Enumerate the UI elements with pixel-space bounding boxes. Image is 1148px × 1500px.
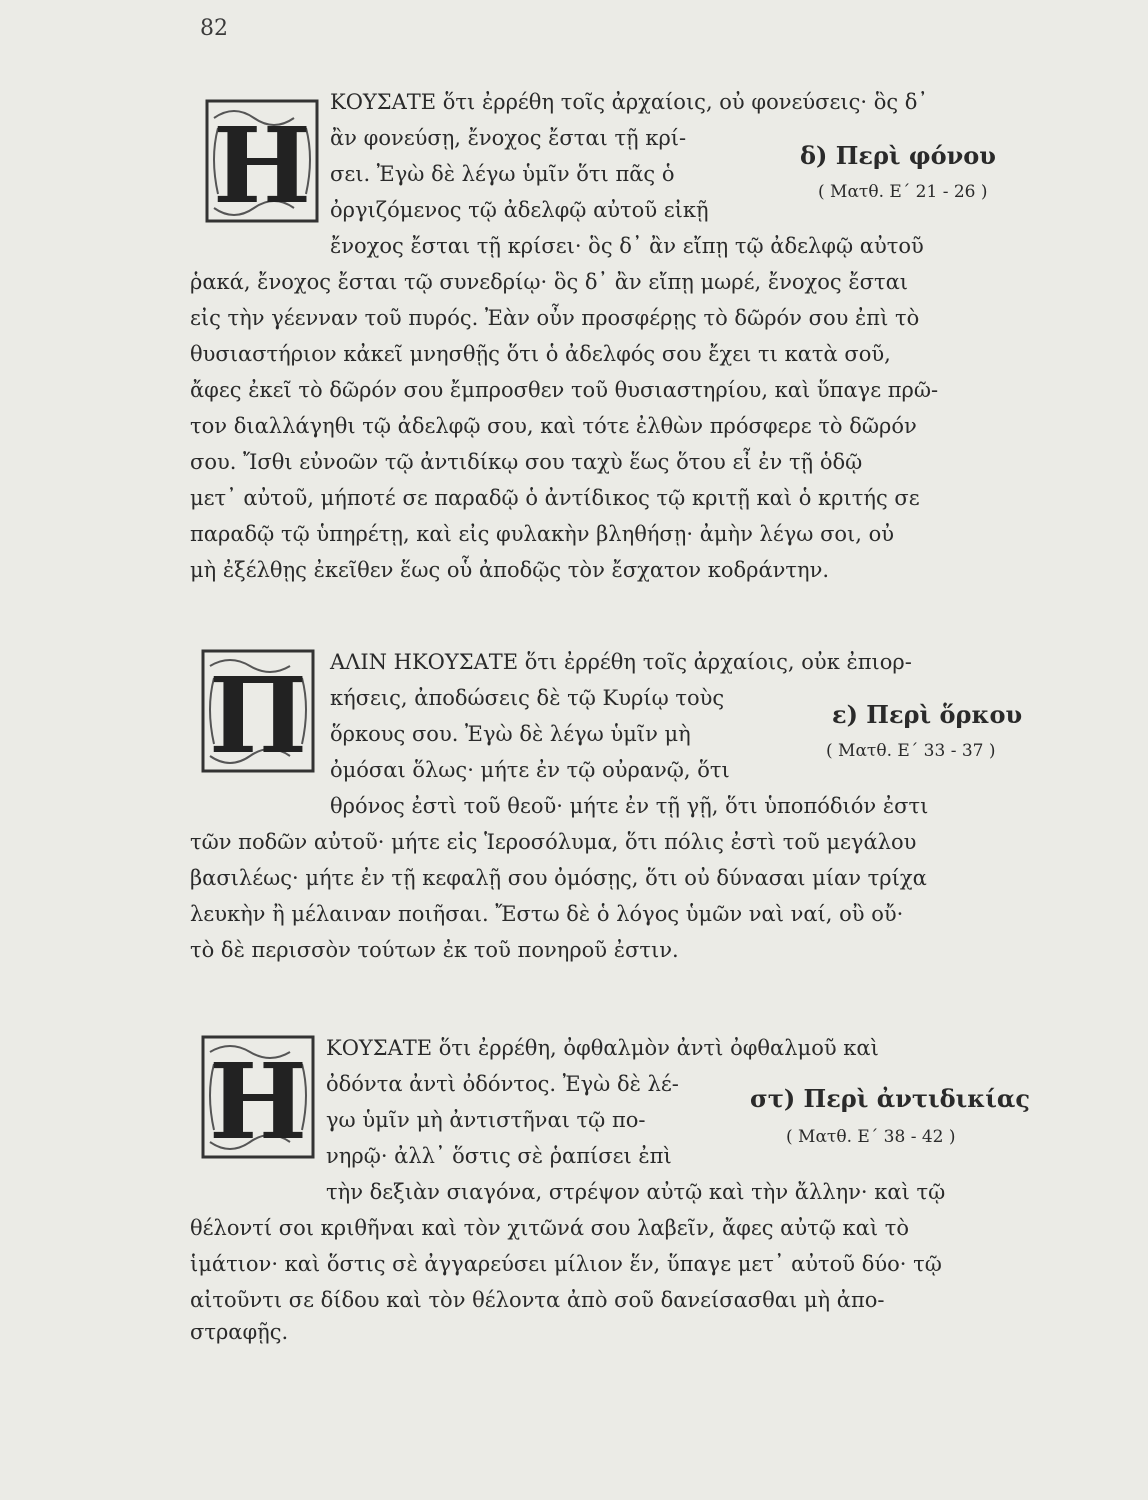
text-line: βασιλέως· μήτε ἐν τῇ κεφαλῇ σου ὀμόσῃς, ὅτι οὐ δύνασαι μίαν τρίχα: [190, 866, 927, 890]
text-line: λευκὴν ἢ μέλαιναν ποιῆσαι. Ἔστω δὲ ὁ λόγος ὑμῶν ναὶ ναί, οὒ οὔ·: [190, 902, 904, 926]
text-line: ῥακά, ἔνοχος ἔσται τῷ συνεδρίῳ· ὃς δ᾽ ἂν εἴπῃ μωρέ, ἔνοχος ἔσται: [190, 270, 908, 294]
text-line: τὸ δὲ περισσὸν τούτων ἐκ τοῦ πονηροῦ ἐστιν.: [190, 938, 679, 962]
text-line: ὀδόντα ἀντὶ ὀδόντος. Ἐγὼ δὲ λέ-: [326, 1072, 679, 1096]
text-line: ὅρκους σου. Ἐγὼ δὲ λέγω ὑμῖν μὴ: [330, 722, 691, 746]
text-line: εἰς τὴν γέενναν τοῦ πυρός. Ἐὰν οὖν προσφέρῃς τὸ δῶρόν σου ἐπὶ τὸ: [190, 306, 920, 330]
text-line: ΚΟΥΣΑΤΕ ὅτι ἐρρέθη, ὀφθαλμὸν ἀντὶ ὀφθαλμοῦ καὶ: [326, 1036, 879, 1060]
text-line: γω ὑμῖν μὴ ἀντιστῆναι τῷ πο-: [326, 1108, 646, 1132]
text-line: τῶν ποδῶν αὐτοῦ· μήτε εἰς Ἱεροσόλυμα, ὅτι πόλις ἐστὶ τοῦ μεγάλου: [190, 830, 917, 854]
text-line: αἰτοῦντι σε δίδου καὶ τὸν θέλοντα ἀπὸ σοῦ δανείσασθαι μὴ ἀπο-: [190, 1288, 885, 1312]
text-line: ἱμάτιον· καὶ ὅστις σὲ ἀγγαρεύσει μίλιον ἕν, ὕπαγε μετ᾽ αὐτοῦ δύο· τῷ: [190, 1252, 942, 1276]
ornate-initial-pi-icon: [200, 648, 316, 774]
text-line: σου. Ἴσθι εὐνοῶν τῷ ἀντιδίκῳ σου ταχὺ ἕως ὅτου εἶ ἐν τῇ ὁδῷ: [190, 450, 863, 474]
text-line: ὀμόσαι ὅλως· μήτε ἐν τῷ οὐρανῷ, ὅτι: [330, 758, 730, 782]
text-line: κήσεις, ἀποδώσεις δὲ τῷ Κυρίῳ τοὺς: [330, 686, 725, 710]
section-reference: ( Ματθ. Ε΄ 21 - 26 ): [818, 182, 988, 202]
section-title: ε) Περὶ ὅρκου: [832, 700, 1023, 729]
ornate-initial-eta-icon: [204, 98, 320, 224]
text-line: θυσιαστήριον κἀκεῖ μνησθῇς ὅτι ὁ ἀδελφός σου ἔχει τι κατὰ σοῦ,: [190, 342, 891, 366]
text-line: τὴν δεξιὰν σιαγόνα, στρέψον αὐτῷ καὶ τὴν ἄλλην· καὶ τῷ: [326, 1180, 946, 1204]
section-reference: ( Ματθ. Ε΄ 33 - 37 ): [826, 741, 996, 761]
text-line: νηρῷ· ἀλλ᾽ ὅστις σὲ ῥαπίσει ἐπὶ: [326, 1144, 672, 1168]
text-line: μὴ ἐξέλθῃς ἐκεῖθεν ἕως οὗ ἀποδῷς τὸν ἔσχατον κοδράντην.: [190, 558, 830, 582]
page-number: 82: [200, 16, 228, 41]
text-line: στραφῇς.: [190, 1320, 289, 1344]
svg-text:Π: Π: [208, 654, 308, 774]
text-line: ΚΟΥΣΑΤΕ ὅτι ἐρρέθη τοῖς ἀρχαίοις, οὐ φονεύσεις· ὃς δ᾽: [330, 90, 928, 114]
section-title: δ) Περὶ φόνου: [800, 141, 996, 170]
svg-text:Η: Η: [208, 1040, 308, 1160]
text-line: ἄφες ἐκεῖ τὸ δῶρόν σου ἔμπροσθεν τοῦ θυσιαστηρίου, καὶ ὕπαγε πρῶ-: [190, 378, 939, 402]
section-title: στ) Περὶ ἀντιδικίας: [750, 1084, 1030, 1113]
text-line: παραδῷ τῷ ὑπηρέτῃ, καὶ εἰς φυλακὴν βληθήσῃ· ἀμὴν λέγω σοι, οὐ: [190, 522, 895, 546]
text-line: ὀργιζόμενος τῷ ἀδελφῷ αὐτοῦ εἰκῇ: [330, 198, 709, 222]
text-line: μετ᾽ αὐτοῦ, μήποτέ σε παραδῷ ὁ ἀντίδικος τῷ κριτῇ καὶ ὁ κριτής σε: [190, 486, 920, 510]
text-line: θρόνος ἐστὶ τοῦ θεοῦ· μήτε ἐν τῇ γῇ, ὅτι ὑποπόδιόν ἐστι: [330, 794, 929, 818]
text-line: ἔνοχος ἔσται τῇ κρίσει· ὃς δ᾽ ἂν εἴπῃ τῷ ἀδελφῷ αὐτοῦ: [330, 234, 924, 258]
text-line: ἂν φονεύσῃ, ἔνοχος ἔσται τῇ κρί-: [330, 126, 687, 150]
section-reference: ( Ματθ. Ε΄ 38 - 42 ): [786, 1127, 956, 1147]
svg-text:Η: Η: [212, 104, 312, 224]
text-line: ΑΛΙΝ ΗΚΟΥΣΑΤΕ ὅτι ἐρρέθη τοῖς ἀρχαίοις, οὐκ ἐπιορ-: [330, 650, 912, 674]
text-line: σει. Ἐγὼ δὲ λέγω ὑμῖν ὅτι πᾶς ὁ: [330, 162, 675, 186]
ornate-initial-eta-icon: [200, 1034, 316, 1160]
text-line: τον διαλλάγηθι τῷ ἀδελφῷ σου, καὶ τότε ἐλθὼν πρόσφερε τὸ δῶρόν: [190, 414, 917, 438]
text-line: θέλοντί σοι κριθῆναι καὶ τὸν χιτῶνά σου λαβεῖν, ἄφες αὐτῷ καὶ τὸ: [190, 1216, 910, 1240]
